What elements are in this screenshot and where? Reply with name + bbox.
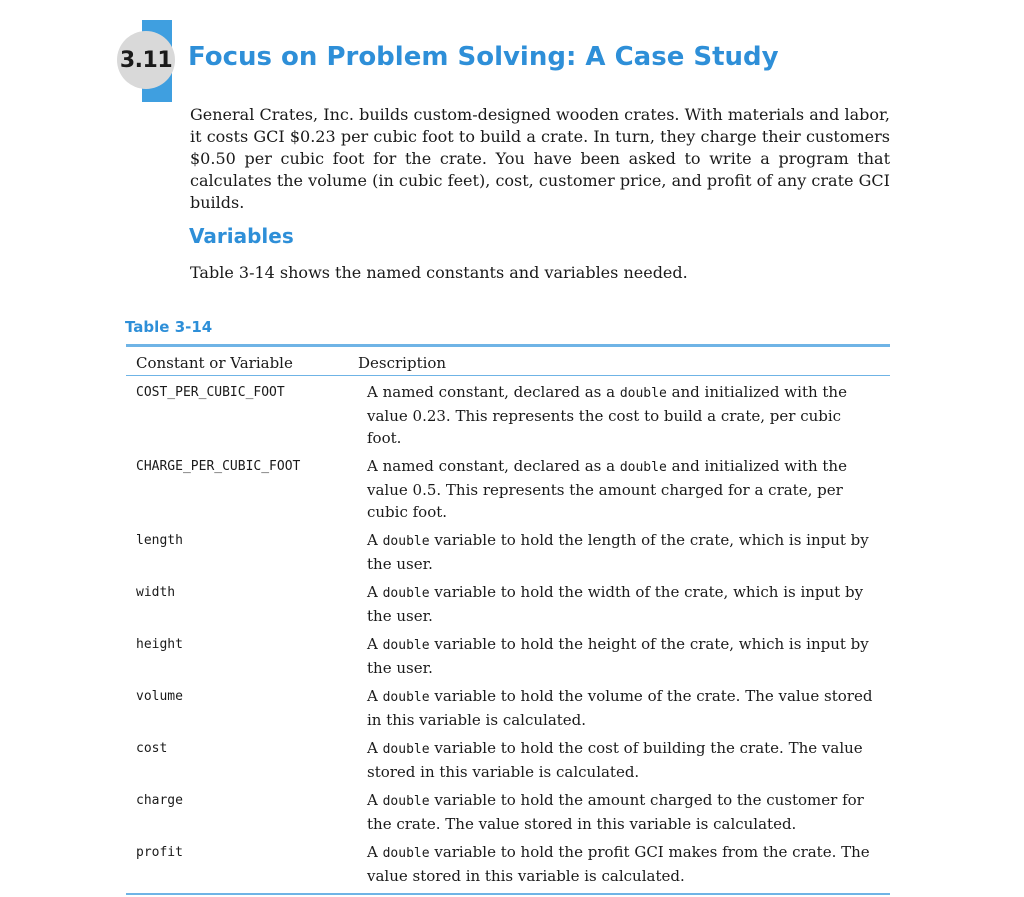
table-row bbox=[126, 685, 890, 737]
type-code: double bbox=[382, 586, 430, 601]
table-row bbox=[126, 455, 890, 529]
variable-description: A double variable to hold the amount charged to the customer for the crate. The value stored in this variable is calculated. bbox=[367, 791, 864, 833]
type-code: double bbox=[382, 534, 430, 549]
type-code: double bbox=[382, 794, 430, 809]
type-code: double bbox=[382, 742, 430, 757]
variable-description: A named constant, declared as a double and initialized with the value 0.5. This represents the amount charged for a crate, per cubic foot. bbox=[367, 457, 847, 521]
table-row bbox=[126, 581, 890, 633]
type-code: double bbox=[382, 638, 430, 653]
type-code: double bbox=[619, 386, 667, 401]
table-row bbox=[126, 376, 890, 455]
table-label: Table 3-14 bbox=[125, 318, 213, 336]
variable-name: length bbox=[136, 533, 183, 548]
variable-description: A double variable to hold the height of the crate, which is input by the user. bbox=[367, 635, 869, 677]
section-number-badge bbox=[117, 31, 175, 89]
type-code: double bbox=[382, 846, 430, 861]
table-row bbox=[126, 633, 890, 685]
section-number: 3.11 bbox=[119, 47, 173, 73]
table-row bbox=[126, 841, 890, 893]
table-row bbox=[126, 737, 890, 789]
variable-name: CHARGE_PER_CUBIC_FOOT bbox=[136, 459, 301, 474]
variable-name: height bbox=[136, 637, 183, 652]
variable-name: COST_PER_CUBIC_FOOT bbox=[136, 385, 285, 400]
intro-paragraph: General Crates, Inc. builds custom-designed wooden crates. With materials and labor, it costs GCI $0.23 per cubic foot to build a crate. In turn, they charge their customers $0.50 per cubic foot for the crate. You have been asked to write a program that calculates the volume (in cubic feet), cost, customer price, and profit of any crate GCI builds. bbox=[190, 105, 890, 212]
table-body bbox=[126, 376, 890, 893]
variable-name: cost bbox=[136, 741, 168, 756]
header-name: Constant or Variable bbox=[136, 354, 293, 372]
variable-name: volume bbox=[136, 689, 183, 704]
type-code: double bbox=[619, 460, 667, 475]
variable-description: A double variable to hold the width of the crate, which is input by the user. bbox=[367, 583, 864, 625]
variables-heading: Variables bbox=[189, 224, 294, 248]
variable-name: profit bbox=[136, 845, 183, 860]
variable-description: A double variable to hold the profit GCI makes from the crate. The value stored in this variable is calculated. bbox=[367, 843, 870, 885]
table-intro-text: Table 3-14 shows the named constants and variables needed. bbox=[190, 263, 688, 282]
table-row bbox=[126, 529, 890, 581]
table-header-row bbox=[126, 347, 890, 376]
variable-name: width bbox=[136, 585, 176, 600]
table-row bbox=[126, 789, 890, 841]
variables-table bbox=[126, 344, 890, 895]
section-title: Focus on Problem Solving: A Case Study bbox=[188, 42, 779, 72]
type-code: double bbox=[382, 690, 430, 705]
variable-name: charge bbox=[136, 793, 183, 808]
variable-description: A double variable to hold the length of the crate, which is input by the user. bbox=[367, 531, 869, 573]
variable-description: A named constant, declared as a double and initialized with the value 0.23. This represents the cost to build a crate, per cubic foot. bbox=[367, 383, 847, 447]
variable-description: A double variable to hold the volume of the crate. The value stored in this variable is calculated. bbox=[367, 687, 873, 729]
header-description: Description bbox=[358, 354, 447, 372]
variable-description: A double variable to hold the cost of building the crate. The value stored in this variable is calculated. bbox=[367, 739, 863, 781]
